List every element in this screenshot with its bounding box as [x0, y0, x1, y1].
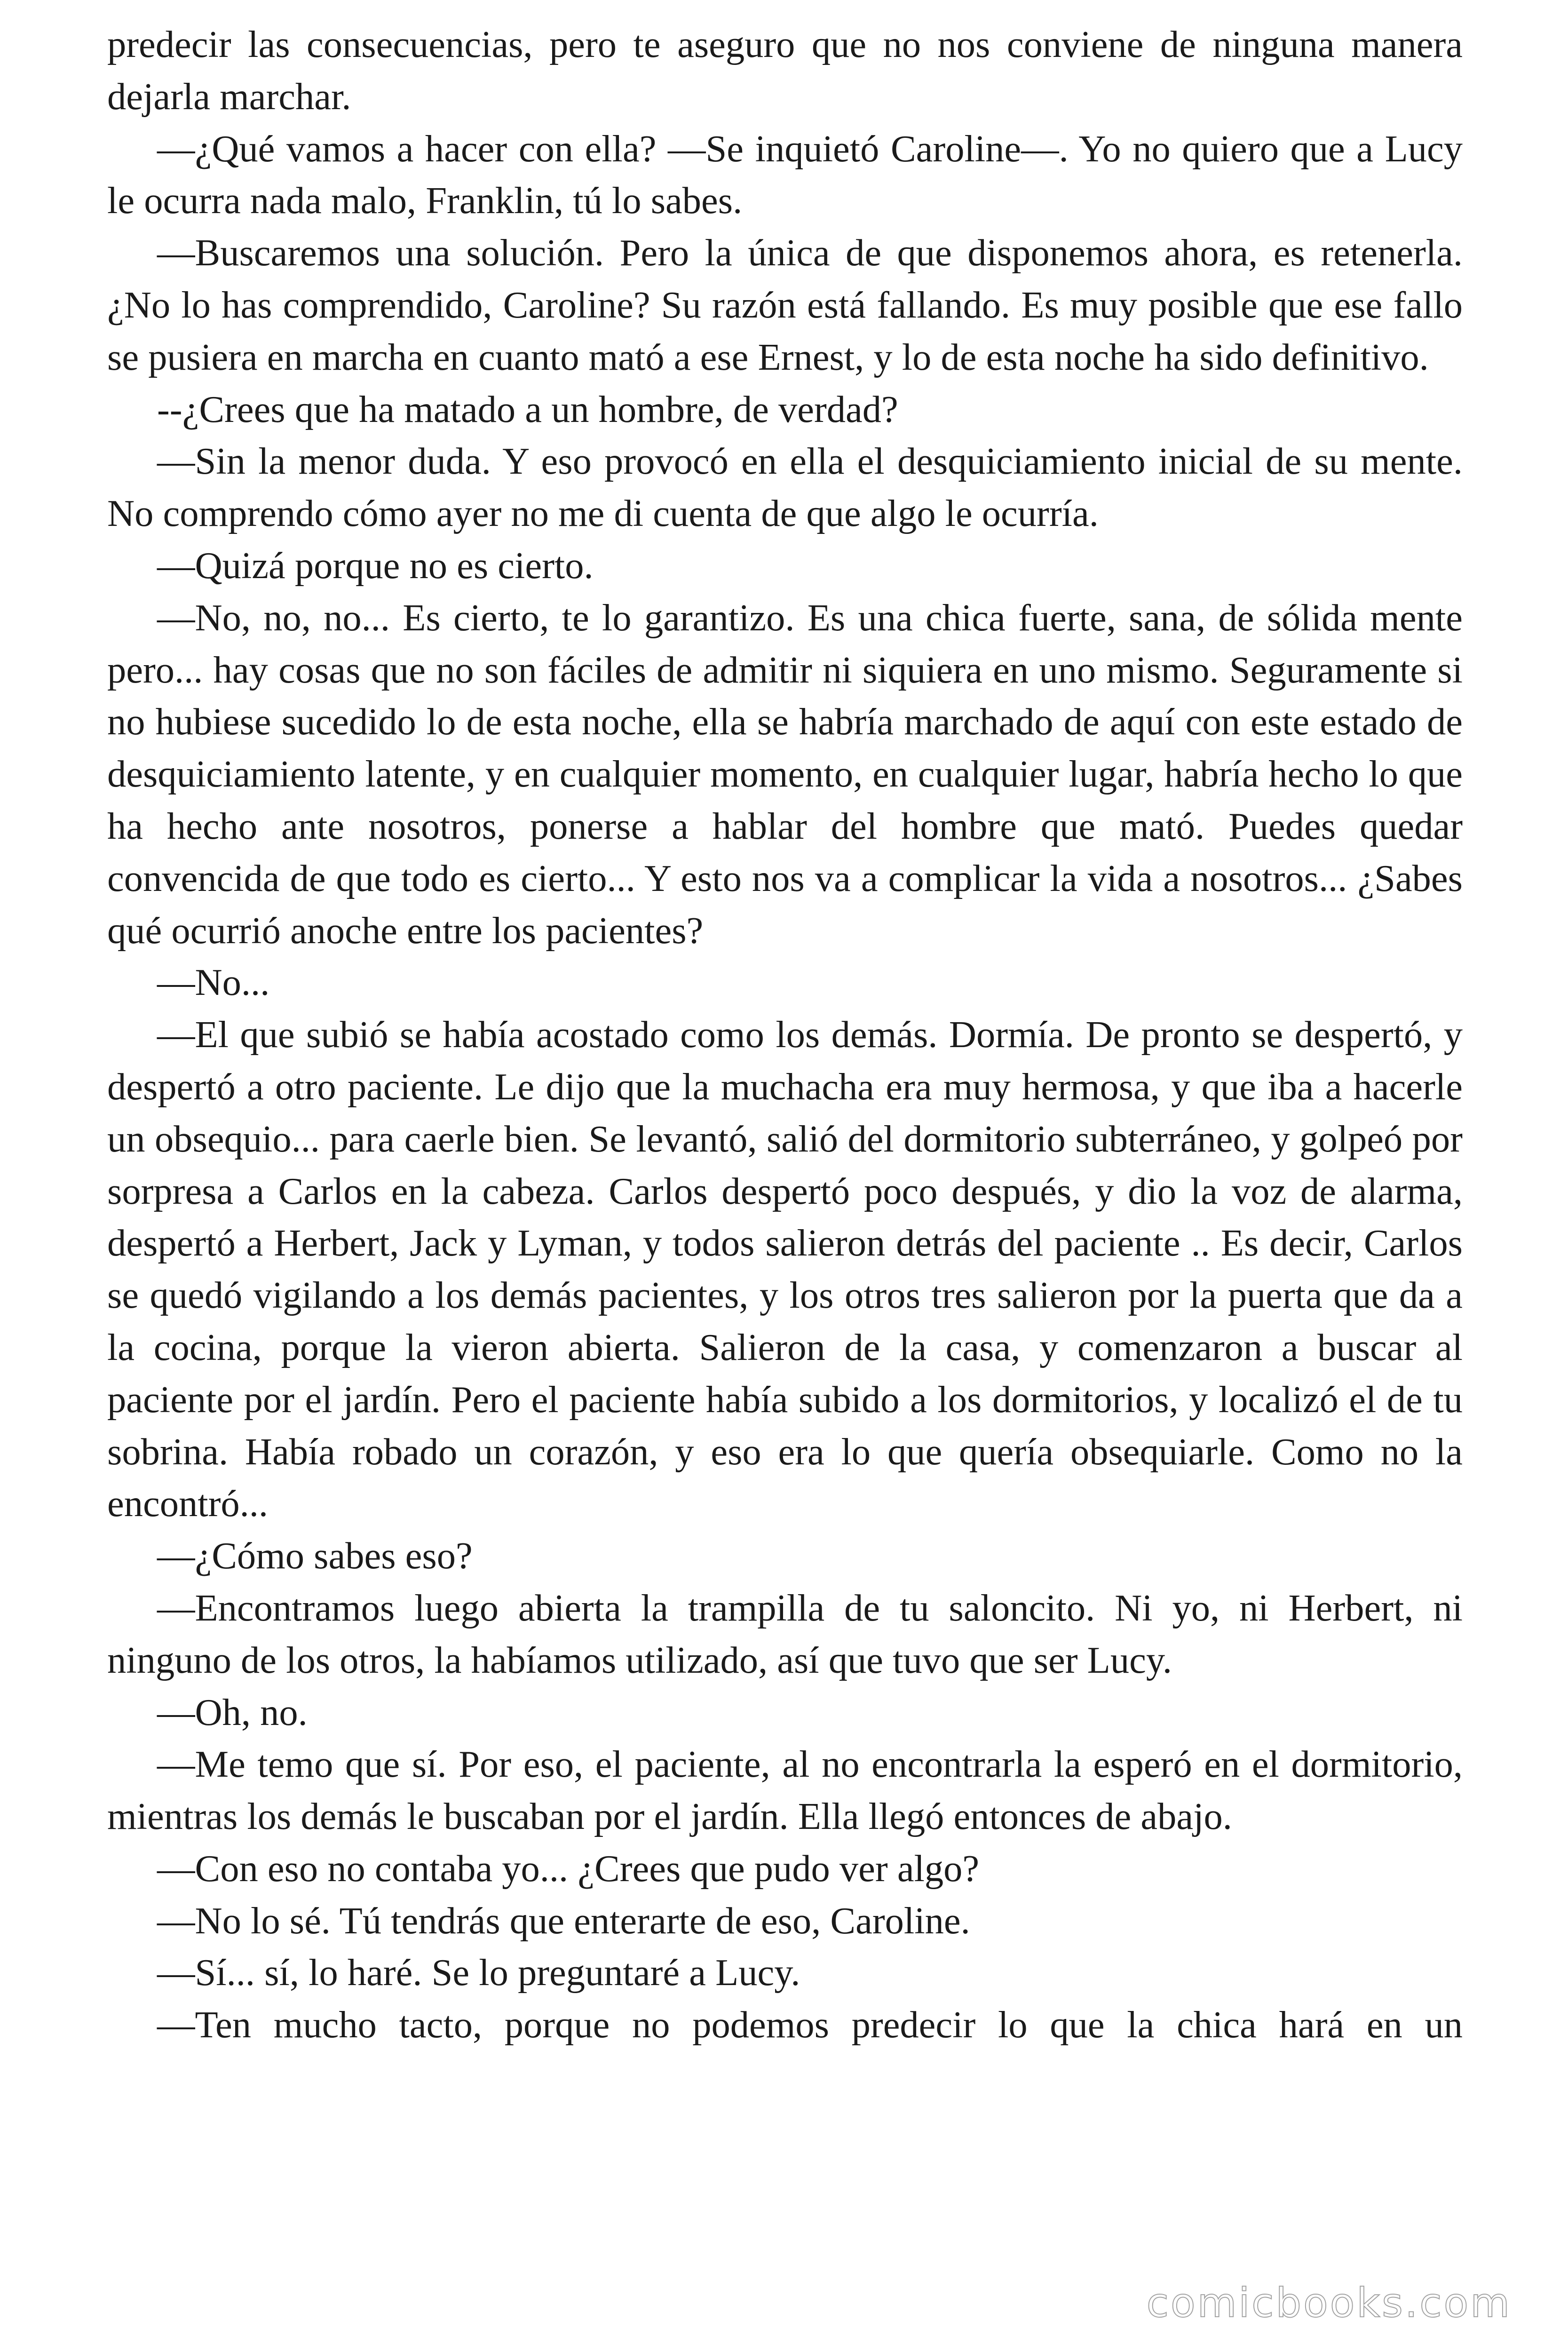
paragraph: —El que subió se había acostado como los demás. Dormía. De pronto se despertó, y despertó a otro paciente. Le dijo que la muchacha era muy hermosa, y que iba a hacerle un obsequio... para caerle bien. Se levantó, salió del dormitorio subterráneo, y golpeó por sorpresa a Carlos en la cabeza. Carlos despertó poco después, y dio la voz de alarma, despertó a Herbert, Jack y Lyman, y todos salieron detrás del paciente .. Es decir, Carlos se quedó vigilando a los demás pacientes, y los otros tres salieron por la puerta que da a la cocina, porque la vieron abierta. Salieron de la casa, y comenzaron a buscar al paciente por el jardín. Pero el paciente había subido a los dormitorios, y localizó el de tu sobrina. Había robado un corazón, y eso era lo que quería obsequiarle. Como no la encontró... [107, 1014, 1463, 1525]
paragraph: —¿Qué vamos a hacer con ella? —Se inquietó Caroline—. Yo no quiero que a Lucy le ocurra nada malo, Franklin, tú lo sabes. [107, 127, 1463, 222]
paragraph: --¿Crees que ha matado a un hombre, de verdad? [157, 388, 898, 430]
paragraph: —No, no, no... Es cierto, te lo garantizo. Es una chica fuerte, sana, de sólida mente pero... hay cosas que no son fáciles de admitir ni siquiera en uno mismo. Seguramente si no hubiese sucedido lo de esta noche, ella se habría marchado de aquí con este estado de desquiciamiento latente, y en cualquier momento, en cualquier lugar, habría hecho lo que ha hecho ante nosotros, ponerse a hablar del hombre que mató. Puedes quedar convencida de que todo es cierto... Y esto nos va a complicar la vida a nosotros... ¿Sabes qué ocurrió anoche entre los pacientes? [107, 596, 1463, 952]
paragraph: —No... [157, 961, 270, 1004]
paragraph: —Oh, no. [157, 1691, 308, 1733]
paragraph: —Me temo que sí. Por eso, el paciente, al no encontrarla la esperó en el dormitorio, mientras los demás le buscaban por el jardín. Ella llegó entonces de abajo. [107, 1743, 1463, 1838]
paragraph: —Ten mucho tacto, porque no podemos predecir lo que la chica hará en un [157, 2004, 1463, 2046]
paragraph: —No lo sé. Tú tendrás que enterarte de eso, Caroline. [157, 1899, 970, 1942]
paragraph: —Sin la menor duda. Y eso provocó en ella el desquiciamiento inicial de su mente. No comprendo cómo ayer no me di cuenta de que algo le ocurría. [107, 440, 1463, 535]
body-text [107, 19, 1463, 2051]
paragraph: —Sí... sí, lo haré. Se lo preguntaré a Lucy. [157, 1952, 800, 1994]
paragraph: predecir las consecuencias, pero te aseguro que no nos conviene de ninguna manera dejarla marchar. [107, 24, 1463, 118]
watermark: comicbooks.com [1146, 2280, 1512, 2327]
paragraph: —Con eso no contaba yo... ¿Crees que pudo ver algo? [157, 1847, 980, 1890]
paragraph: —Buscaremos una solución. Pero la única de que disponemos ahora, es retenerla. ¿No lo has comprendido, Caroline? Su razón está fallando. Es muy posible que ese fallo se pusiera en marcha en cuanto mató a ese Ernest, y lo de esta noche ha sido definitivo. [107, 232, 1463, 378]
paragraph: —Encontramos luego abierta la trampilla de tu saloncito. Ni yo, ni Herbert, ni ninguno de los otros, la habíamos utilizado, así que tuvo que ser Lucy. [107, 1587, 1463, 1681]
paragraph: —¿Cómo sabes eso? [157, 1535, 473, 1577]
paragraph: —Quizá porque no es cierto. [157, 544, 594, 587]
